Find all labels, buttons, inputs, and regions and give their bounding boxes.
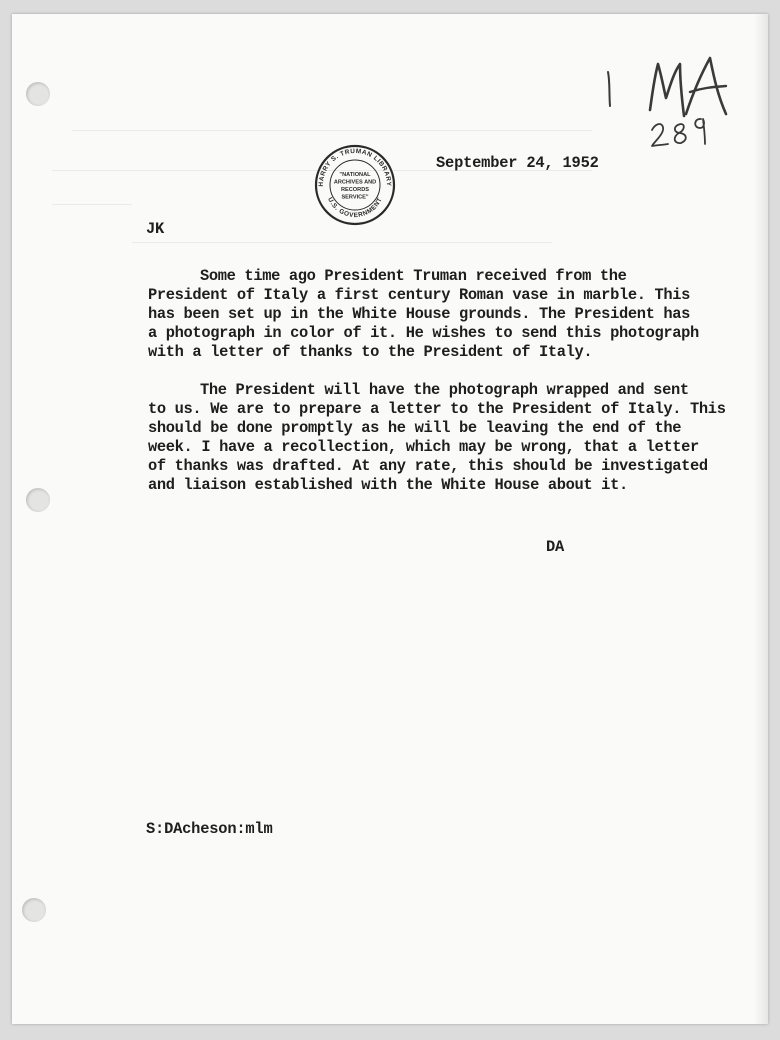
stamp-bottom-text: U.S. GOVERNMENT	[326, 196, 384, 220]
handwritten-number-289	[648, 108, 712, 156]
stamp-inner-line: SERVICE"	[341, 194, 369, 201]
addressee-initials: JK	[146, 220, 165, 238]
binder-hole-top	[26, 82, 50, 106]
signature-initials: DA	[546, 538, 565, 556]
document-page	[12, 14, 768, 1024]
paragraph-line: has been set up in the White House grounds. The President has	[148, 305, 691, 323]
bleed-through-line	[52, 204, 132, 205]
paragraph-line: of thanks was drafted. At any rate, this should be investigated	[148, 457, 708, 475]
paragraph-line: Some time ago President Truman received from the	[200, 267, 627, 285]
stamp-inner-line: ARCHIVES AND	[333, 179, 377, 186]
letter-date: September 24, 1952	[436, 154, 599, 172]
stamp-inner-line: RECORDS	[341, 187, 369, 193]
archives-stamp	[314, 144, 396, 226]
stamp-outer-text: HARRY S. TRUMAN LIBRARY	[317, 147, 393, 187]
binder-hole-middle	[26, 488, 50, 512]
body-paragraph-1	[148, 267, 699, 362]
paragraph-line: week. I have a recollection, which may be wrong, that a letter	[148, 438, 699, 456]
bleed-through-line	[72, 130, 592, 131]
paragraph-line: should be done promptly as he will be leaving the end of the	[148, 419, 682, 437]
paragraph-line: a photograph in color of it. He wishes to send this photograph	[148, 324, 699, 342]
stamp-inner-line: "NATIONAL	[339, 172, 371, 178]
binder-hole-bottom	[22, 898, 46, 922]
paragraph-line: The President will have the photograph wrapped and sent	[200, 381, 689, 399]
bleed-through-line	[132, 242, 552, 243]
body-paragraph-2	[148, 381, 726, 495]
page-edge-shadow	[754, 14, 768, 1024]
paragraph-line: President of Italy a first century Roman vase in marble. This	[148, 286, 691, 304]
paragraph-line: to us. We are to prepare a letter to the President of Italy. This	[148, 400, 726, 418]
paragraph-line: and liaison established with the White House about it.	[148, 476, 628, 494]
reference-initials: S:DAcheson:mlm	[146, 820, 273, 838]
paragraph-line: with a letter of thanks to the President of Italy.	[148, 343, 593, 361]
